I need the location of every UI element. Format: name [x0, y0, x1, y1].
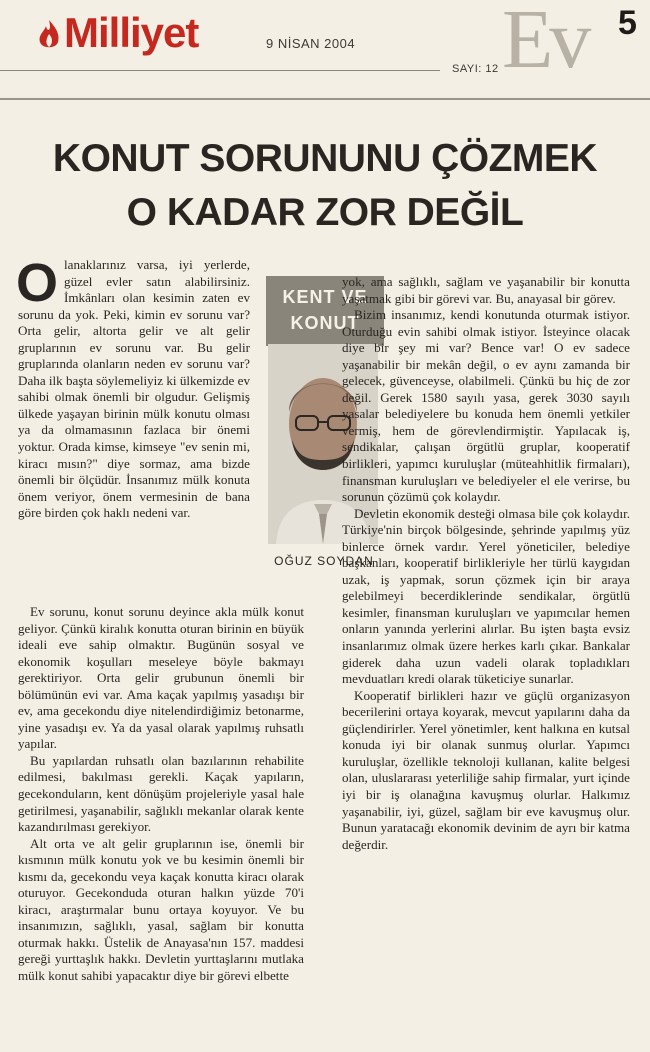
article-paragraph: Alt orta ve alt gelir gruplarının ise, önemli bir kısmının mülk konutu yok ve bu kesimin önemli bir kısmı da, gecekondu veya kaçak konutta kiracı olarak oturuyor. Gecekonduda oturan halkın yüzde 70'i kiracı, araştırmalar bunu ortaya koyuyor. Ve bu insanımızın, sağlıklı, yasal, sağlam bir konutta oturmak hakkı. Üstelik de Anayasa'nın 157. maddesi gereği yurttaşlık hakkı. Devletin yurttaşlarını mutlaka mülk konut sahibi yapacaktır diye bir görevi elbette	[18, 835, 304, 984]
paragraph-text: lanaklarınız varsa, iyi yerlerde, güzel evler satın alabilirsiniz. İmkânları olan kesimin zaten ev sorunu da yok. Peki, kimin ev sorunu var? Orta gelir, altorta gelir ve alt gelir gruplarının ev sorunu var. Bu gelir gruplarında olanların neden ev sorunu var? Daha ilk başta söylemeliyiz ki ülkemizde ev sahibi olmak önemli bir olgudur. Gelişmiş ülkede yaşayan birinin mülk konutu olması ya da olmamasının fazlaca bir önemi yoktur. Orada kimse, kimseye "ev senin mi, kiracı mısın?" diye sormaz, ama bizde önemli bir ölçüdür. İnsanımız mülk konuta önem veriyor, önem vermesinin de bana göre birden çok haklı nedeni var.	[18, 257, 250, 521]
headline-line-1: KONUT SORUNUNU ÇÖZMEK	[52, 137, 598, 180]
article-column-2	[342, 274, 630, 853]
article-paragraph: Bu yapılardan ruhsatlı olan bazılarının rehabilite edilmesi, bakılması gerekli. Kaçak yapıların, gecekonduların, kent dönüşüm projeleriyle yasal hale getirilmesi, yaşanabilir, sağlıklı mekanlar olarak kente kazandırılması gerekiyor.	[18, 752, 304, 835]
header-divider	[0, 98, 650, 100]
article-column-1	[16, 253, 250, 522]
article-headline	[0, 132, 650, 240]
section-mark: Ev	[502, 0, 588, 86]
drop-cap: O	[16, 253, 59, 313]
article-column-1-lower	[18, 604, 304, 985]
article-paragraph: yok, ama sağlıklı, sağlam ve yaşanabilir bir konutta yaşatmak gibi bir görevi var. Bu, anayasal bir görev.	[342, 274, 630, 306]
article-paragraph: Devletin ekonomik desteği olmasa bile çok kolaydır. Türkiye'nin birçok bölgesinde, şehrinde yapılmış yüz binlerce örnek vardır. Yerel yöneticiler, belediye başkanları, kooperatif birlikleriyle her türlü kaygıdan uzak, iş yapmak, sorun çözmek için bir araya gelebilmeyi becerdiklerinde sendikalar, örgütlü kesimler, finansman kuruluşları ve yapımcılar hemen onların yanında yerlerini alırlar. Bu işten başta evsiz insanlarımız olmak üzere herkes karlı çıkar. Bankalar giderek daha uzun vadeli olarak topladıkları mevduatları kredi olarak tüketiciye sunarlar.	[342, 505, 630, 687]
flame-logo-icon	[36, 18, 62, 52]
newspaper-logo: Milliyet	[64, 9, 199, 56]
article-paragraph	[16, 253, 250, 522]
column-label-line-2: KONUT	[290, 313, 360, 333]
issue-date: 9 NİSAN 2004	[266, 36, 356, 51]
column-label-line-1: KENT VE	[282, 287, 368, 307]
masthead	[0, 0, 650, 100]
author-name: OĞUZ SOYDAN	[274, 554, 374, 568]
article-paragraph: Kooperatif birlikleri hazır ve güçlü organizasyon becerilerini ortaya koyarak, mevcut yapılarını daha da güçlendirirler. Yerel yönetimler, kent halkına en kutsal konuda iyi bir olanak sunmuş olurlar. Yapımcı kuruluşlar, özellikle teknoloji kullanan, kalite belgesi olan, uluslararası yeterliliğe sahip firmalar, yurt içinde iyi bir iş olanağına kavuşmuş olurlar. Halkımız yaşanabilir, iyi, güzel, sağlam bir eve kavuşmuş olur. Bunun yaratacağı ekonomik devinim de ayrı bir katma değerdir.	[342, 687, 630, 852]
headline-line-2: O KADAR ZOR DEĞİL	[126, 191, 524, 234]
masthead-rule	[0, 70, 440, 71]
page-number: 5	[618, 4, 637, 42]
article-paragraph: Bizim insanımız, kendi konutunda oturmak istiyor. Oturduğu evin sahibi olmak istiyor. İsteyince olacak diye bir şey mi var? Bence var! O ev sadece yaşanabilir bir mekân değil, o ev aynı zamanda bir gelecek, güvenceyse, olabilmeli. Çünkü bu hiç de zor değil. Gerek 1580 sayılı yasa, gerek 3030 sayılı yasalar belediyelere bu konuda hem önemli yetkiler vermiş, hem de görevlendirmiştir. Yapılacak iş, sendikalar, çalışan örgütlü gruplar, kooperatif birlikleri, yapımcı kuruluşlar (müteahhitlik firmaları), finansman kuruluşları ve belediyeler el ele verirse, bu sorunun çözümü çok kolaydır.	[342, 307, 630, 505]
article-paragraph: Ev sorunu, konut sorunu deyince akla mülk konut geliyor. Çünkü kiralık konutta oturan birinin en büyük ideali eve sahip olmaktır. Bugünün sosyal ve ekonomik koşulları meseleye böyle bakmayı gerektiriyor. Orta gelir grubunun önemli bir bölümünün evi var. Ama kaçak yapılmış yasadışı bir ev, ama gecekondu diye nitelendirdiğimiz betonarme, yine yasadışı ev. Ya da yasal olarak yapılmış ruhsatlı yapılar.	[18, 604, 304, 752]
issue-number: SAYI: 12	[452, 63, 499, 75]
